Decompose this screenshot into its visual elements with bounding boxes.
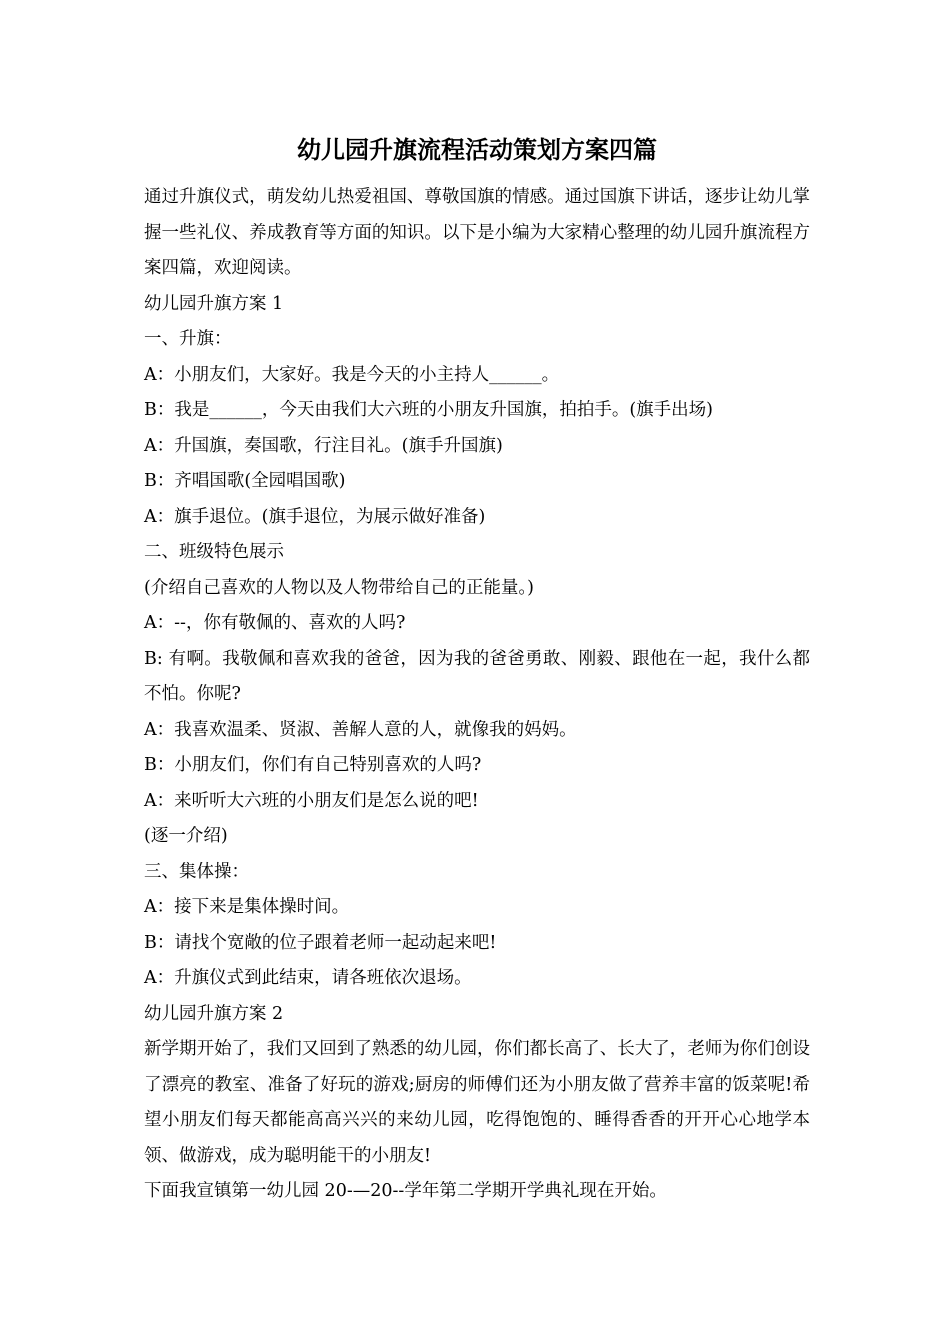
plan-2-paragraph: 新学期开始了，我们又回到了熟悉的幼儿园，你们都长高了、长大了，老师为你们创设了漂亮的教室、准备了好玩的游戏;厨房的师傅们还为小朋友做了营养丰富的饭菜呢!希望小朋友们每天都能高高兴兴的来幼儿园，吃得饱饱的、睡得香香的开开心心地学本领、做游戏，成为聪明能干的小朋友! (144, 1039, 810, 1166)
dialogue-line: A：旗手退位。(旗手退位，为展示做好准备) (144, 506, 486, 527)
subheading-class-showcase: 二、班级特色展示 (144, 542, 284, 562)
dialogue-line: B：小朋友们，你们有自己特别喜欢的人吗? (144, 755, 482, 775)
plan-2-opening-line: 下面我宣镇第一幼儿园 20-—20--学年第二学期开学典礼现在开始。 (144, 1181, 667, 1201)
dialogue-line: B: 有啊。我敬佩和喜欢我的爸爸，因为我的爸爸勇敢、刚毅、跟他在一起，我什么都不怕。你呢? (144, 648, 810, 704)
stage-note: (介绍自己喜欢的人物以及人物带给自己的正能量。) (144, 577, 534, 598)
dialogue-line: B：齐唱国歌(全园唱国歌) (144, 471, 346, 491)
dialogue-line: A：升旗仪式到此结束，请各班依次退场。 (144, 968, 472, 988)
section-heading-plan-2: 幼儿园升旗方案 2 (144, 1003, 284, 1024)
dialogue-line: A：来听听大六班的小朋友们是怎么说的吧! (144, 790, 479, 811)
section-heading-plan-1: 幼儿园升旗方案 1 (144, 293, 284, 314)
dialogue-line: A：升国旗，奏国歌，行注目礼。(旗手升国旗) (144, 435, 503, 456)
dialogue-line: B：我是______，今天由我们大六班的小朋友升国旗，拍拍手。(旗手出场) (144, 400, 714, 420)
document-body (144, 180, 810, 1210)
subheading-group-exercise: 三、集体操： (144, 861, 249, 882)
document-title: 幼儿园升旗流程活动策划方案四篇 (297, 135, 657, 164)
dialogue-line: A：接下来是集体操时间。 (144, 897, 350, 917)
dialogue-line: B：请找个宽敞的位子跟着老师一起动起来吧! (144, 932, 497, 953)
dialogue-line: A：我喜欢温柔、贤淑、善解人意的人，就像我的妈妈。 (144, 719, 577, 740)
dialogue-line: A：--，你有敬佩的、喜欢的人吗? (144, 613, 406, 633)
dialogue-line: A：小朋友们，大家好。我是今天的小主持人______。 (144, 364, 560, 385)
subheading-flag-raising: 一、升旗： (144, 329, 232, 349)
stage-note: (逐一介绍) (144, 826, 228, 846)
intro-paragraph: 通过升旗仪式，萌发幼儿热爱祖国、尊敬国旗的情感。通过国旗下讲话，逐步让幼儿掌握一些礼仪、养成教育等方面的知识。以下是小编为大家精心整理的幼儿园升旗流程方案四篇，欢迎阅读。 (144, 187, 810, 278)
